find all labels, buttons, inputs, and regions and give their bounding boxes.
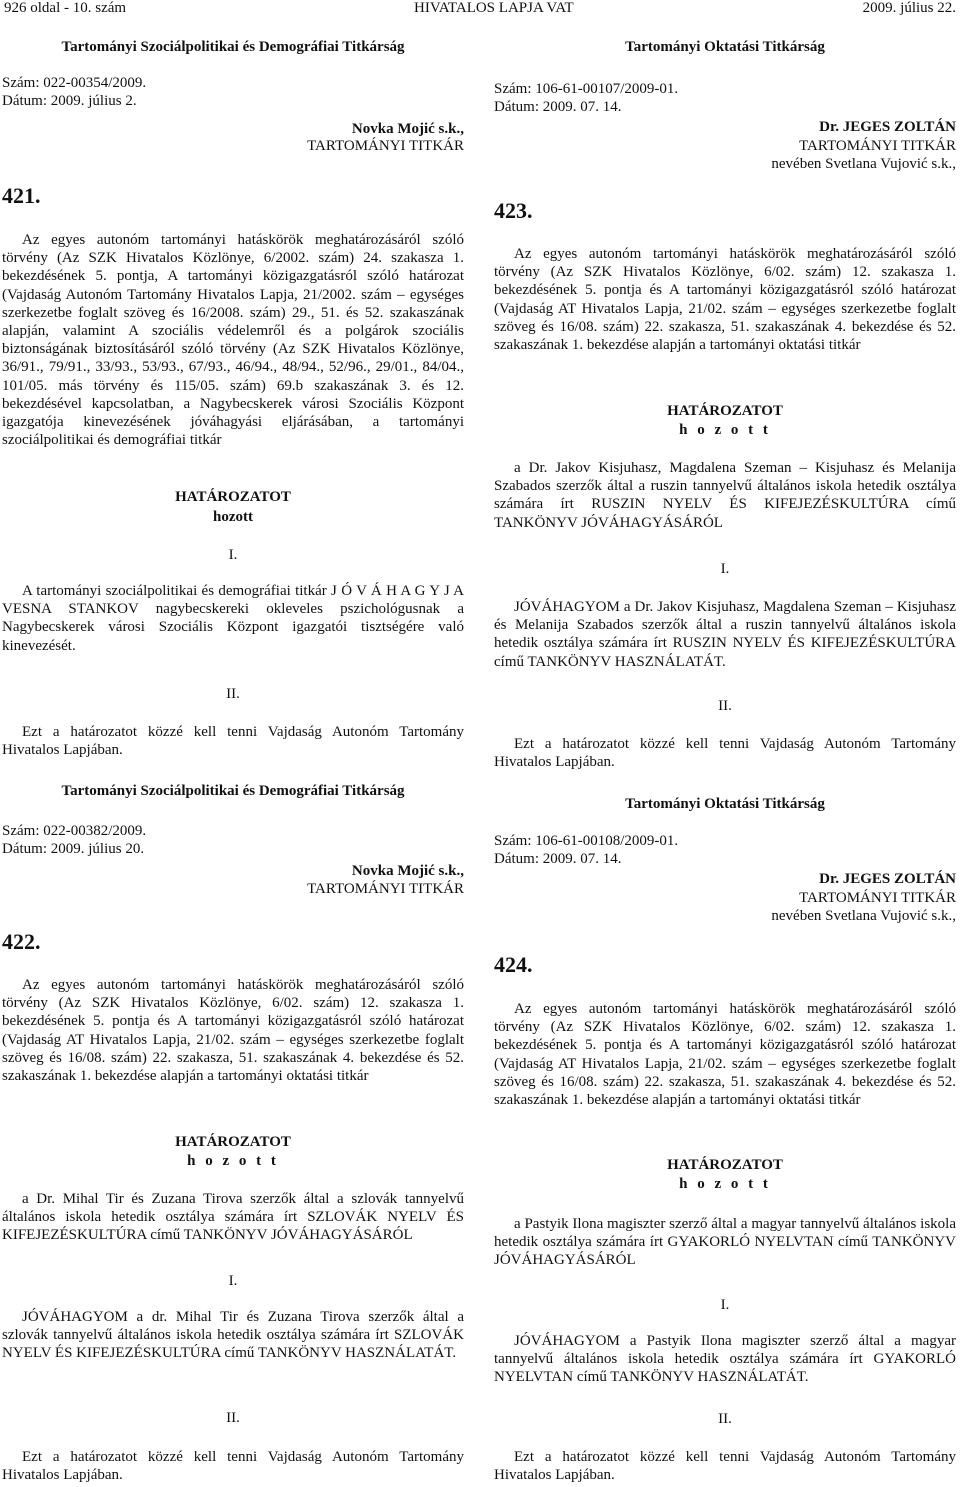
section-body: JÓVÁHAGYOM a dr. Mihal Tir és Zuzana Tirova szerzők által a szlovák tannyelvű általános iskola hetedik osztálya számára írt SZLOVÁK NYELV ÉS KIFEJEZÉSKULTÚRA című TANKÖNYV HASZNÁLATÁT. bbox=[2, 1309, 464, 1362]
signer-name: Dr. JEGES ZOLTÁN bbox=[819, 871, 956, 887]
signer-title: TARTOMÁNYI TITKÁR bbox=[799, 890, 956, 906]
page-header bbox=[4, 0, 956, 16]
decision-heading: HATÁROZATOT bbox=[175, 1134, 291, 1150]
approval-subject: a Dr. Jakov Kisjuhasz, Magdalena Szeman – Kisjuhasz és Melanija Szabados szerzők által a ruszin tannyelvű általános iskola hetedik osztálya számára írt RUSZIN NYELV ÉS KIFEJEZÉSKULTÚRA című TANKÖNYV JÓVÁHAGYÁSÁRÓL bbox=[494, 460, 956, 531]
section-heading: I. bbox=[720, 561, 730, 577]
legal-basis-paragraph: Az egyes autonóm tartományi hatáskörök meghatározásáról szóló törvény (Az SZK Hivatalos Közlönye, 6/02. szám) 12. szakasza 1. bekezdésének 5. pontja és A tartományi közigazgatásról szóló határozat (Vajdaság AT Hivatalos Lapja, 21/02. szám – egységes szerkezetbe foglalt szöveg és 16/08. szám) 22. szakasza, 51. szakaszának 4. bekezdése és 52. szakaszának 1. bekezdése alapján a tartományi oktatási titkár bbox=[2, 977, 464, 1085]
document-date: Dátum: 2009. 07. 14. bbox=[494, 851, 622, 867]
office-title: Tartományi Szociálpolitikai és Demográfiai Titkárság bbox=[61, 39, 405, 55]
section-body: A tartományi szociálpolitikai és demográfiai titkár J Ó V Á H A G Y J A VESNA STANKOV nagybecskereki okleveles pszichológusnak a Nagybecskerek városi Szociális Központ igazgatói tisztségére való kinevezését. bbox=[2, 583, 464, 654]
signer-on-behalf: nevében Svetlana Vujović s.k., bbox=[771, 908, 956, 924]
document-date: Dátum: 2009. július 2. bbox=[2, 93, 137, 109]
signer-name: Novka Mojić s.k., bbox=[351, 121, 464, 137]
office-title: Tartományi Oktatási Titkárság bbox=[625, 796, 825, 812]
decision-heading: HATÁROZATOT bbox=[667, 403, 783, 419]
approval-subject: a Pastyik Ilona magiszter szerző által a magyar tannyelvű általános iskola hetedik osztálya számára írt GYAKORLÓ NYELVTAN című TANKÖNYV JÓVÁHAGYÁSÁRÓL bbox=[494, 1216, 956, 1269]
office-title: Tartományi Szociálpolitikai és Demográfiai Titkárság bbox=[61, 783, 405, 799]
office-title: Tartományi Oktatási Titkárság bbox=[625, 39, 825, 55]
reference-number: Szám: 106-61-00107/2009-01. bbox=[494, 81, 679, 97]
decision-number: 423. bbox=[494, 198, 533, 223]
signer-title: TARTOMÁNYI TITKÁR bbox=[307, 881, 464, 897]
decision-number: 424. bbox=[494, 952, 533, 977]
document-date: Dátum: 2009. július 20. bbox=[2, 841, 145, 857]
section-heading: I. bbox=[720, 1297, 730, 1313]
section-body: Ezt a határozatot közzé kell tenni Vajdaság Autonóm Tartomány Hivatalos Lapjában. bbox=[494, 736, 956, 771]
section-heading: II. bbox=[718, 698, 732, 714]
issue-date: 2009. július 22. bbox=[862, 0, 956, 16]
page-number: 926 oldal - 10. szám bbox=[4, 0, 127, 16]
signer-name: Novka Mojić s.k., bbox=[351, 863, 464, 879]
section-body: Ezt a határozatot közzé kell tenni Vajdaság Autonóm Tartomány Hivatalos Lapjában. bbox=[2, 1449, 464, 1484]
decision-subheading: h o z o t t bbox=[187, 1153, 279, 1169]
section-heading: II. bbox=[718, 1411, 732, 1427]
section-body: JÓVÁHAGYOM a Pastyik Ilona magiszter szerző által a magyar tannyelvű általános iskola hetedik osztálya számára írt GYAKORLÓ NYELVTAN című TANKÖNYV HASZNÁLATÁT. bbox=[494, 1333, 956, 1386]
section-heading: II. bbox=[226, 1410, 240, 1426]
section-heading: I. bbox=[228, 547, 238, 563]
signer-on-behalf: nevében Svetlana Vujović s.k., bbox=[771, 156, 956, 172]
decision-heading: HATÁROZATOT bbox=[667, 1157, 783, 1173]
legal-basis-paragraph: Az egyes autonóm tartományi hatáskörök meghatározásáról szóló törvény (Az SZK Hivatalos Közlönye, 6/2002. szám) 24. szakasza 1. bekezdésének 5. pontja, A tartományi közigazgatásról szóló határozat (Vajdaság Autonóm Tartomány Hivatalos Lapja, 21/2002. szám – egységes szerkezetbe foglalt szöveg és 16/2008. szám) 29., 51. és 52. szakaszának alapján, valamint A szociális védelemről és a polgárok szociális biztonságának biztosításáról szóló törvény (Az SZK Hivatalos Közlönye, 36/91., 79/91., 33/93., 53/93., 67/93., 46/94., 48/94., 52/96., 29/01., 84/04., 101/05. más törvény és 115/05. szám) 69.b szakaszának 3. és 12. bekezdésével kapcsolatban, a Nagybecskerek városi Szociális Központ igazgatója kinevezésének jóváhagyási eljárásában, a tartományi szociálpolitikai és demográfiai titkár bbox=[2, 232, 464, 449]
publication-title: HIVATALOS LAPJA VAT bbox=[414, 0, 574, 16]
section-body: Ezt a határozatot közzé kell tenni Vajdaság Autonóm Tartomány Hivatalos Lapjában. bbox=[2, 724, 464, 759]
approval-subject: a Dr. Mihal Tir és Zuzana Tirova szerzők által a szlovák tannyelvű általános iskola hetedik osztálya számára írt SZLOVÁK NYELV ÉS KIFEJEZÉSKULTÚRA című TANKÖNYV JÓVÁHAGYÁSÁRÓL bbox=[2, 1191, 464, 1244]
legal-basis-paragraph: Az egyes autonóm tartományi hatáskörök meghatározásáról szóló törvény (Az SZK Hivatalos Közlönye, 6/02. szám) 12. szakasza 1. bekezdésének 5. pontja és A tartományi közigazgatásról szóló határozat (Vajdaság AT Hivatalos Lapja, 21/02. szám – egységes szerkezetbe foglalt szöveg és 16/08. szám) 22. szakasza, 51. szakaszának 4. bekezdése és 52. szakaszának 1. bekezdése alapján a tartományi oktatási titkár bbox=[494, 246, 956, 354]
signer-title: TARTOMÁNYI TITKÁR bbox=[799, 138, 956, 154]
decision-number: 422. bbox=[2, 929, 41, 954]
section-heading: I. bbox=[228, 1273, 238, 1289]
document-date: Dátum: 2009. 07. 14. bbox=[494, 99, 622, 115]
signer-name: Dr. JEGES ZOLTÁN bbox=[819, 119, 956, 135]
decision-subheading: h o z o t t bbox=[679, 1176, 771, 1192]
decision-subheading: h o z o t t bbox=[679, 422, 771, 438]
section-heading: II. bbox=[226, 686, 240, 702]
decision-subheading: hozott bbox=[213, 509, 253, 525]
reference-number: Szám: 106-61-00108/2009-01. bbox=[494, 833, 679, 849]
decision-number: 421. bbox=[2, 183, 41, 208]
legal-basis-paragraph: Az egyes autonóm tartományi hatáskörök meghatározásáról szóló törvény (Az SZK Hivatalos Közlönye, 6/02. szám) 12. szakasza 1. bekezdésének 5. pontja és A tartományi közigazgatásról szóló határozat (Vajdaság AT Hivatalos Lapja, 21/02. szám – egységes szerkezetbe foglalt szöveg és 16/08. szám) 22. szakasza, 51. szakaszának 4. bekezdése és 52. szakaszának 1. bekezdése alapján a tartományi oktatási titkár bbox=[494, 1001, 956, 1109]
signer-title: TARTOMÁNYI TITKÁR bbox=[307, 138, 464, 154]
section-body: Ezt a határozatot közzé kell tenni Vajdaság Autonóm Tartomány Hivatalos Lapjában. bbox=[494, 1449, 956, 1484]
section-body: JÓVÁHAGYOM a Dr. Jakov Kisjuhasz, Magdalena Szeman – Kisjuhasz és Melanija Szabados szerzők által a ruszin tannyelvű általános iskola hetedik osztálya számára írt RUSZIN NYELV ÉS KIFEJEZÉSKULTÚRA című TANKÖNYV HASZNÁLATÁT. bbox=[494, 599, 956, 670]
reference-number: Szám: 022-00382/2009. bbox=[2, 823, 147, 839]
reference-number: Szám: 022-00354/2009. bbox=[2, 75, 147, 91]
decision-heading: HATÁROZATOT bbox=[175, 489, 291, 505]
